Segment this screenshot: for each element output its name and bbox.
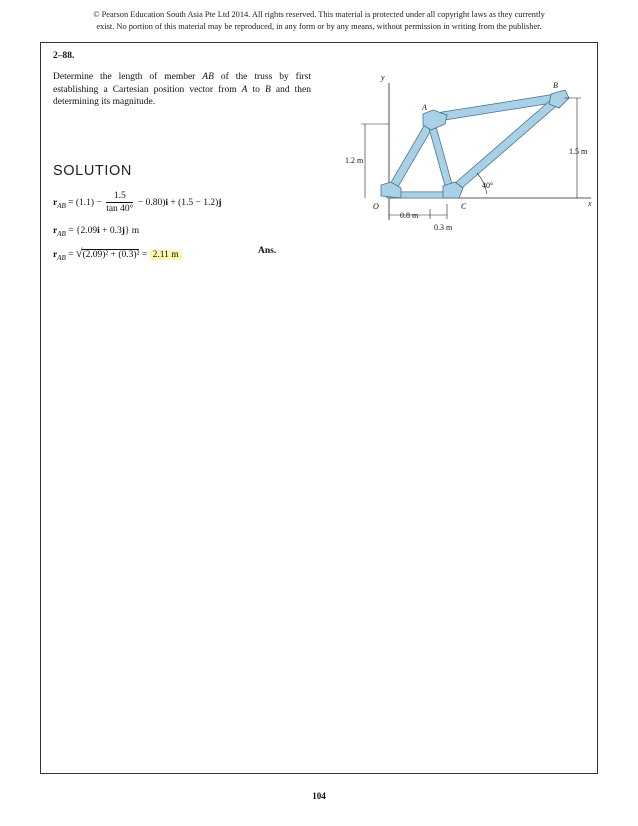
eq3-a: =	[68, 250, 74, 260]
vector-r-2: r	[53, 226, 58, 236]
eq2-c: } m	[124, 226, 140, 236]
final-answer: 2.11 m	[150, 250, 182, 260]
dim-15-label: 1.5 m	[569, 147, 588, 156]
vector-r-3: r	[53, 250, 58, 260]
label-y: y	[381, 73, 385, 82]
equation-2	[53, 226, 139, 238]
solution-heading: SOLUTION	[53, 163, 132, 179]
vector-subscript-2: AB	[57, 229, 66, 238]
dim-12-label: 1.2 m	[345, 156, 364, 165]
copyright-notice	[40, 9, 598, 33]
answer-label: Ans.	[258, 246, 277, 256]
eq1-mid: − 0.80)	[137, 198, 166, 209]
problem-text-b: of the truss by first establishing a Cartesian position vector from	[53, 72, 311, 95]
angle-label: 40°	[482, 181, 494, 190]
eq1-left: = (1.1) −	[68, 198, 102, 209]
eq2-unit-i: i	[97, 226, 100, 236]
point-a-label: A	[241, 84, 248, 95]
joint-b-plate	[549, 90, 569, 108]
problem-text-a: Determine the length of member	[53, 72, 203, 82]
truss-members	[389, 98, 557, 195]
equation-1	[53, 191, 222, 215]
page-number: 104	[312, 791, 326, 801]
member-ac	[431, 122, 451, 194]
copyright-line-1: © Pearson Education South Asia Pte Ltd 2014. All rights reserved. This material is protected under all copyright laws as they currently	[93, 10, 545, 19]
eq1-denominator: tan 40°	[106, 204, 134, 214]
label-a: A	[422, 103, 427, 112]
truss-figure	[345, 68, 594, 238]
eq3-b: =	[141, 250, 148, 260]
problem-statement	[53, 71, 311, 109]
eq1-fraction	[106, 191, 133, 215]
vector-r: r	[53, 198, 58, 209]
eq3-radicand: (2.09)² + (0.3)²	[82, 250, 140, 260]
gusset-plates	[381, 90, 569, 198]
dim-08-label: 0.8 m	[400, 211, 419, 220]
eq2-unit-j: j	[121, 226, 125, 236]
member-ab-label: AB	[202, 72, 214, 82]
eq2-a: = {2.09	[68, 226, 98, 236]
sqrt-symbol: √	[75, 246, 83, 260]
equation-3	[53, 246, 353, 262]
eq1-unit-i: i	[165, 198, 169, 209]
point-b-label: B	[265, 84, 271, 95]
eq1-numerator: 1.5	[106, 191, 133, 203]
copyright-line-2: exist. No portion of this material may be reproduced, in any form or by any means, without permission in writing from the publisher.	[96, 22, 542, 31]
solution-frame	[40, 42, 598, 774]
label-x: x	[588, 199, 592, 208]
dim-03-label: 0.3 m	[434, 223, 453, 232]
vector-subscript-3: AB	[57, 253, 66, 262]
problem-text-d: and then determining its magnitude.	[53, 84, 312, 107]
problem-number: 2–88.	[53, 51, 75, 61]
vector-subscript: AB	[57, 202, 66, 211]
label-c: C	[461, 202, 467, 211]
eq2-b: + 0.3	[99, 226, 122, 236]
label-b: B	[553, 81, 558, 90]
problem-text-c: to	[247, 84, 265, 95]
eq1-rest: + (1.5 − 1.2)	[168, 198, 219, 209]
label-o: O	[373, 202, 379, 211]
eq1-unit-j: j	[218, 198, 222, 209]
member-oa	[389, 122, 431, 194]
